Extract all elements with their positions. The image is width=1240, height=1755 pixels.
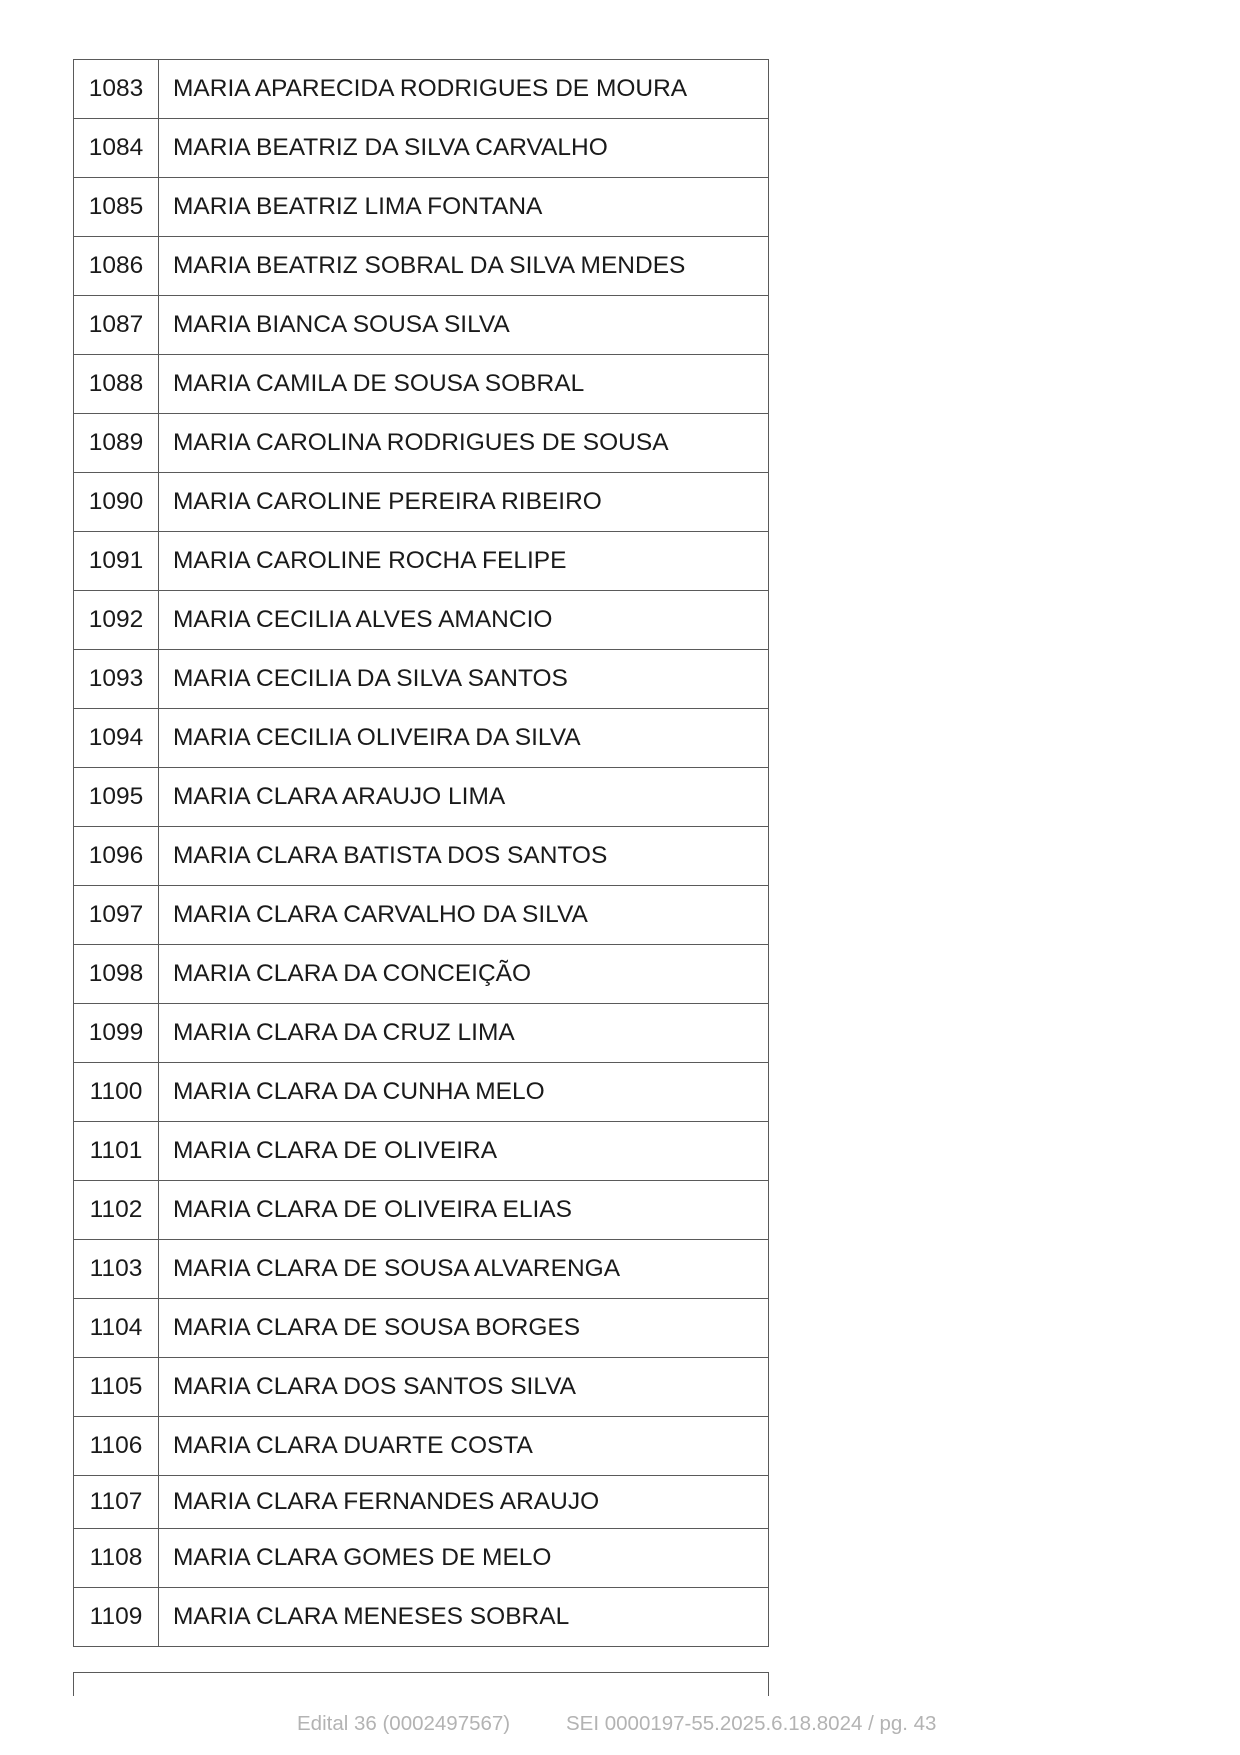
row-number: 1103	[74, 1240, 159, 1299]
row-name: MARIA CAMILA DE SOUSA SOBRAL	[159, 355, 769, 414]
table-row	[74, 1588, 769, 1647]
row-number: 1109	[74, 1588, 159, 1647]
table-row	[74, 119, 769, 178]
row-number: 1087	[74, 296, 159, 355]
table-row	[74, 1476, 769, 1529]
table-row	[74, 1240, 769, 1299]
table-row	[74, 237, 769, 296]
row-name: MARIA CAROLINA RODRIGUES DE SOUSA	[159, 414, 769, 473]
table-body	[74, 60, 769, 1647]
row-number: 1096	[74, 827, 159, 886]
row-name: MARIA CLARA MENESES SOBRAL	[159, 1588, 769, 1647]
row-number: 1091	[74, 532, 159, 591]
page-footer	[0, 1712, 1240, 1742]
table-row	[74, 650, 769, 709]
table-row	[74, 827, 769, 886]
row-name: MARIA CLARA DA CRUZ LIMA	[159, 1004, 769, 1063]
row-name: MARIA CLARA DOS SANTOS SILVA	[159, 1358, 769, 1417]
table-row	[74, 1004, 769, 1063]
row-number: 1100	[74, 1063, 159, 1122]
row-number: 1099	[74, 1004, 159, 1063]
row-number: 1083	[74, 60, 159, 119]
row-name: MARIA CLARA CARVALHO DA SILVA	[159, 886, 769, 945]
row-name: MARIA CECILIA OLIVEIRA DA SILVA	[159, 709, 769, 768]
table-row	[74, 886, 769, 945]
table-row	[74, 60, 769, 119]
table-row	[74, 355, 769, 414]
table-row	[74, 1417, 769, 1476]
row-number: 1090	[74, 473, 159, 532]
table-row	[74, 945, 769, 1004]
row-name: MARIA CLARA DE SOUSA BORGES	[159, 1299, 769, 1358]
row-name: MARIA CLARA DA CUNHA MELO	[159, 1063, 769, 1122]
table-row	[74, 1299, 769, 1358]
row-name: MARIA CECILIA DA SILVA SANTOS	[159, 650, 769, 709]
row-name: MARIA CLARA DUARTE COSTA	[159, 1417, 769, 1476]
row-number: 1102	[74, 1181, 159, 1240]
row-number: 1107	[74, 1476, 159, 1529]
row-name: MARIA CLARA DE OLIVEIRA ELIAS	[159, 1181, 769, 1240]
row-name: MARIA CLARA DE SOUSA ALVARENGA	[159, 1240, 769, 1299]
row-number: 1094	[74, 709, 159, 768]
row-number: 1106	[74, 1417, 159, 1476]
row-number: 1095	[74, 768, 159, 827]
table-row	[74, 473, 769, 532]
row-name: MARIA CLARA ARAUJO LIMA	[159, 768, 769, 827]
row-name: MARIA BEATRIZ LIMA FONTANA	[159, 178, 769, 237]
table-continuation	[73, 1672, 769, 1696]
table-row	[74, 1122, 769, 1181]
table-row	[74, 1529, 769, 1588]
table-row	[74, 768, 769, 827]
process-reference: SEI 0000197-55.2025.6.18.8024 / pg. 43	[566, 1712, 937, 1735]
table-row	[74, 414, 769, 473]
table-row	[74, 296, 769, 355]
row-name: MARIA BEATRIZ SOBRAL DA SILVA MENDES	[159, 237, 769, 296]
row-name: MARIA CECILIA ALVES AMANCIO	[159, 591, 769, 650]
table-row	[74, 591, 769, 650]
row-name: MARIA CLARA DA CONCEIÇÃO	[159, 945, 769, 1004]
row-name: MARIA CAROLINE ROCHA FELIPE	[159, 532, 769, 591]
table-row	[74, 178, 769, 237]
table-row	[74, 709, 769, 768]
row-number: 1093	[74, 650, 159, 709]
row-number: 1108	[74, 1529, 159, 1588]
row-number: 1089	[74, 414, 159, 473]
row-number: 1092	[74, 591, 159, 650]
table-row	[74, 532, 769, 591]
row-name: MARIA CAROLINE PEREIRA RIBEIRO	[159, 473, 769, 532]
row-name: MARIA CLARA DE OLIVEIRA	[159, 1122, 769, 1181]
row-name: MARIA CLARA FERNANDES ARAUJO	[159, 1476, 769, 1529]
row-number: 1105	[74, 1358, 159, 1417]
table-row	[74, 1358, 769, 1417]
row-number: 1098	[74, 945, 159, 1004]
table-row	[74, 1063, 769, 1122]
row-number: 1086	[74, 237, 159, 296]
row-name: MARIA CLARA GOMES DE MELO	[159, 1529, 769, 1588]
row-number: 1104	[74, 1299, 159, 1358]
row-number: 1088	[74, 355, 159, 414]
row-name: MARIA BIANCA SOUSA SILVA	[159, 296, 769, 355]
row-number: 1101	[74, 1122, 159, 1181]
row-name: MARIA APARECIDA RODRIGUES DE MOURA	[159, 60, 769, 119]
row-name: MARIA BEATRIZ DA SILVA CARVALHO	[159, 119, 769, 178]
row-number: 1085	[74, 178, 159, 237]
row-name: MARIA CLARA BATISTA DOS SANTOS	[159, 827, 769, 886]
row-number: 1097	[74, 886, 159, 945]
row-number: 1084	[74, 119, 159, 178]
name-list-table	[73, 59, 769, 1647]
table-row	[74, 1181, 769, 1240]
document-reference: Edital 36 (0002497567)	[297, 1712, 511, 1735]
